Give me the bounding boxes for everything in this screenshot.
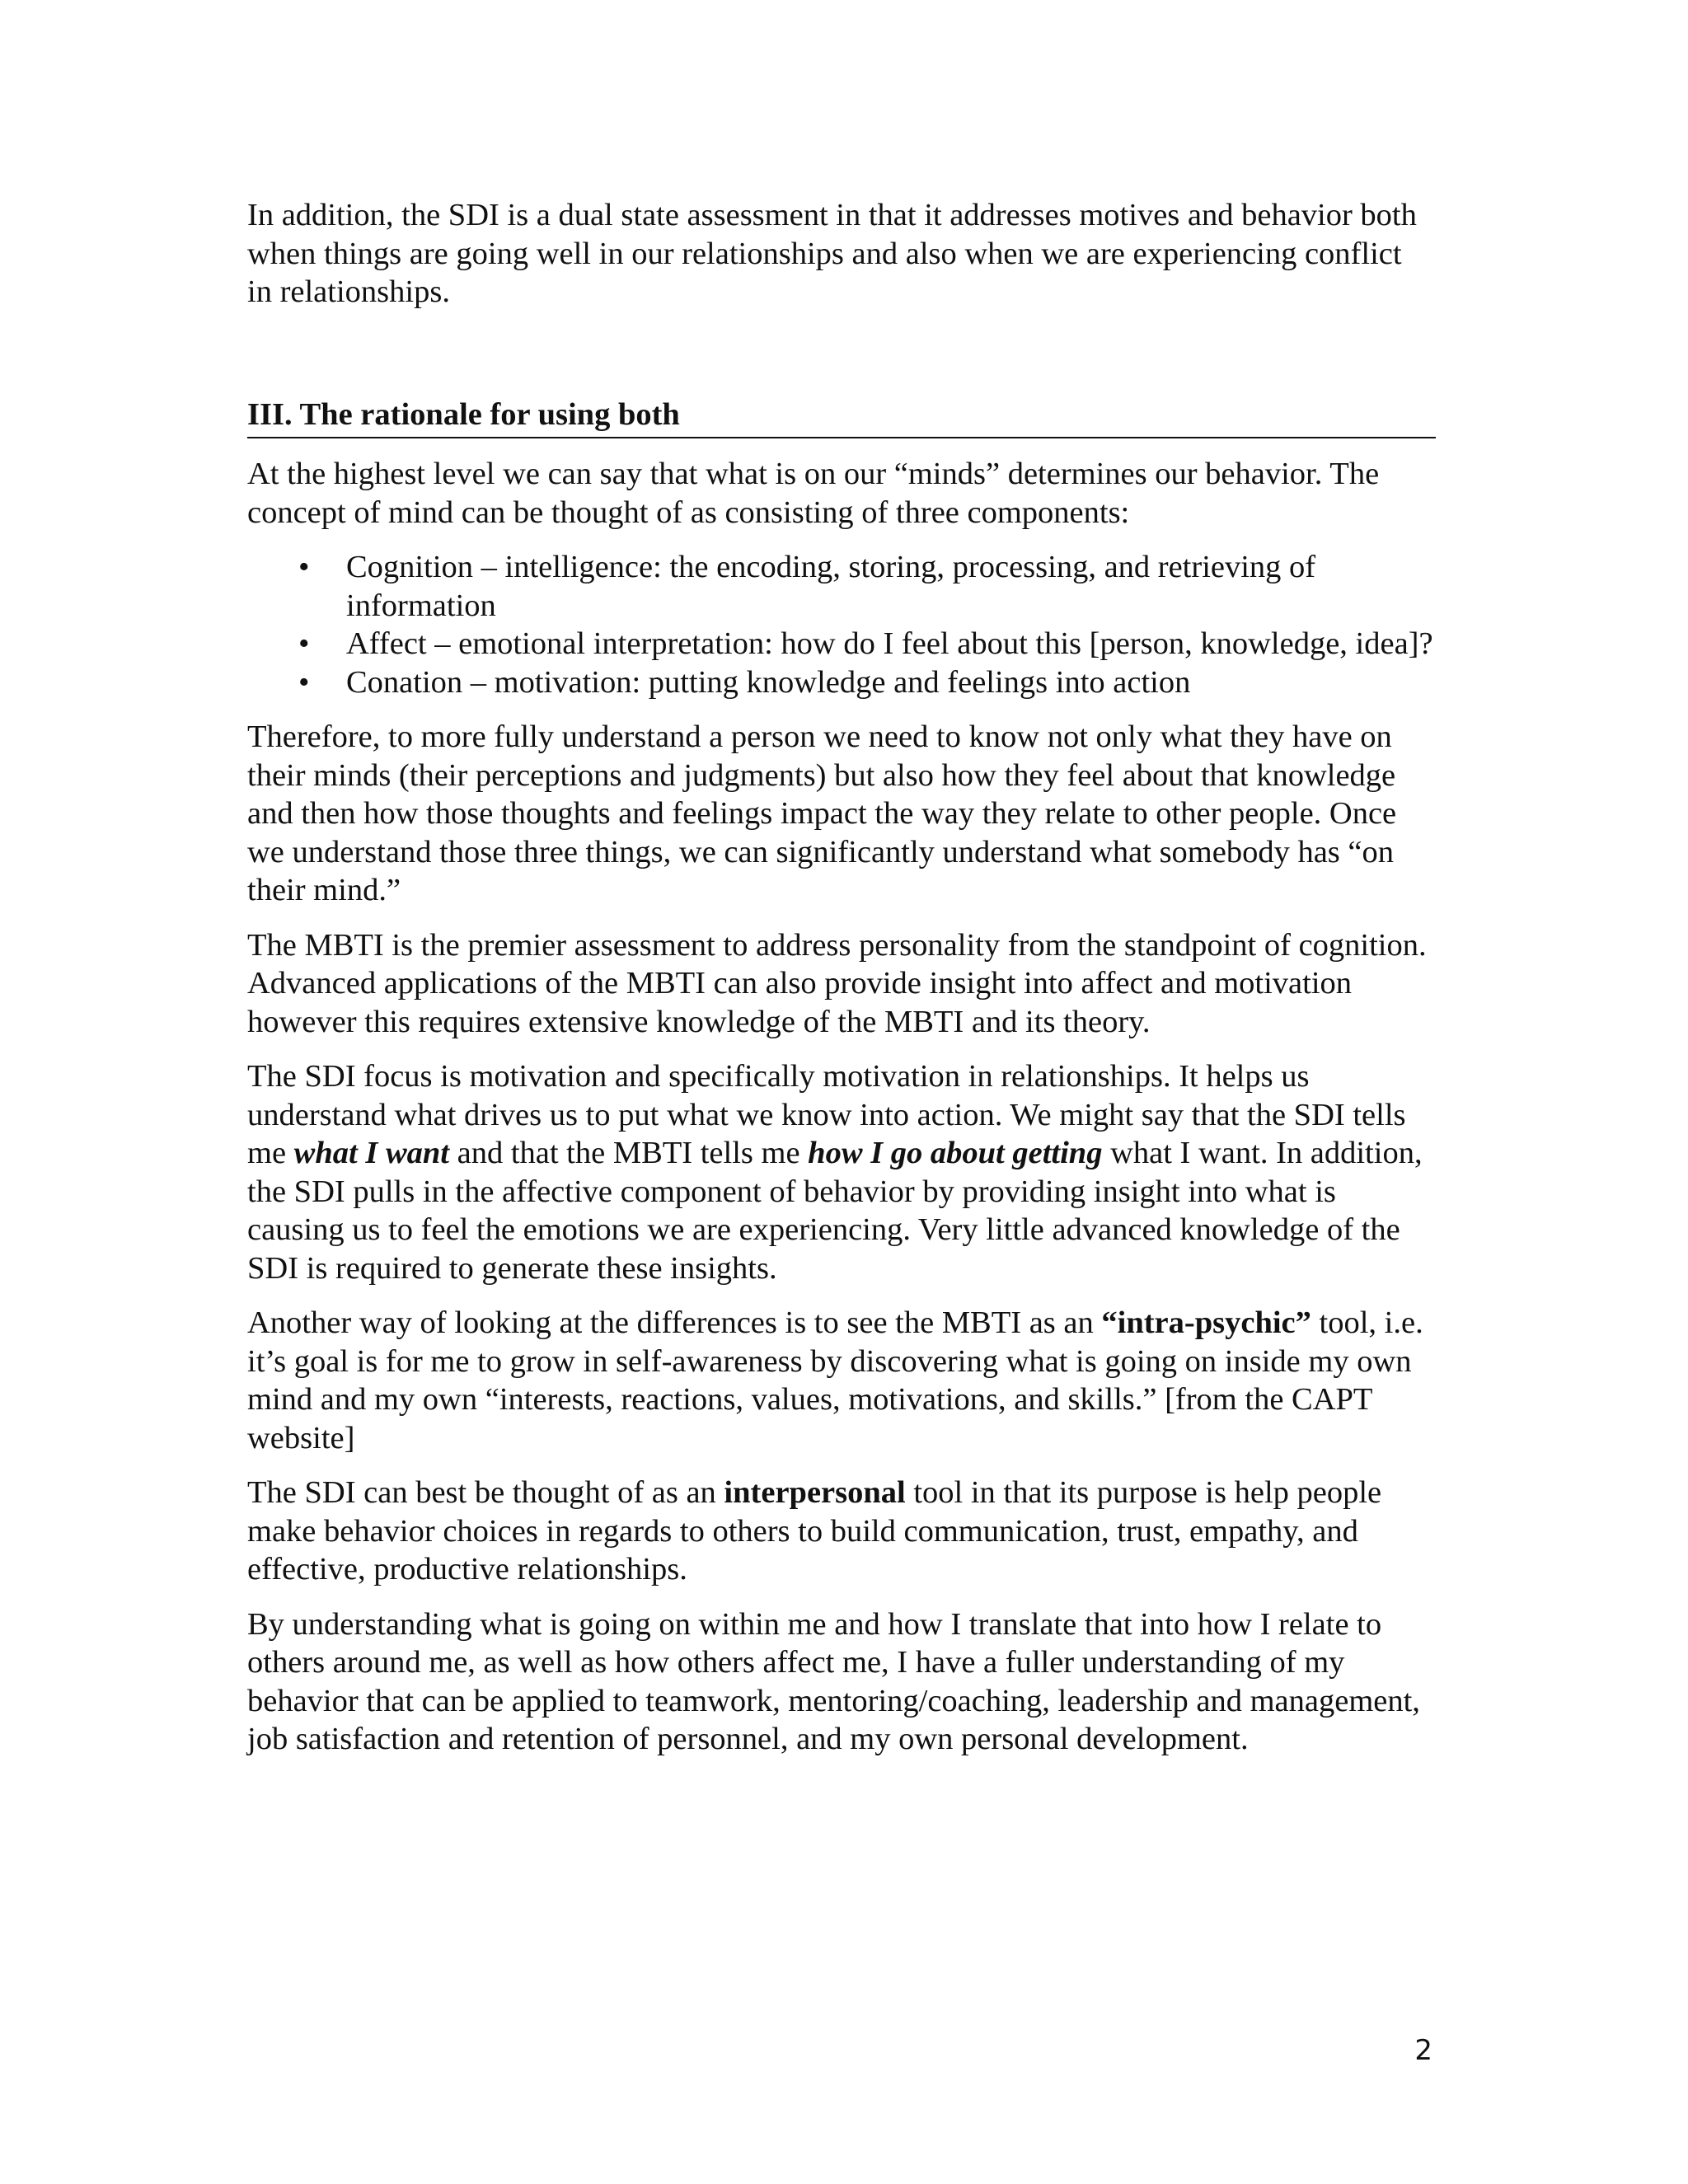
mbti-paragraph: The MBTI is the premier assessment to address personality from the standpoint of cognition. Advanced applications of the MBTI can also provide insight into affect and motivation however this requires extensive knowledge of the MBTI and its theory.	[247, 927, 1427, 1039]
list-item-text: Affect – emotional interpretation: how do I feel about this [person, knowledge, idea]?	[346, 626, 1433, 661]
bullet-icon: •	[298, 550, 310, 584]
closing-paragraph: By understanding what is going on within me and how I translate that into how I relate to others around me, as well as how others affect me, I have a fuller understanding of my behavior that can be applied to teamwork, mentoring/coaching, leadership and management, job satisfaction and retention of personnel, and my own personal development.	[247, 1606, 1420, 1756]
page-content	[247, 196, 1434, 1775]
sdi-focus-emphasis-what-i-want: what I want	[293, 1136, 449, 1170]
another-way-emphasis: “intra-psychic”	[1101, 1305, 1311, 1340]
sdi-focus-text-2: and that the MBTI tells me	[448, 1136, 809, 1170]
bullet-icon: •	[298, 664, 310, 700]
list-item-affect	[247, 625, 1434, 663]
therefore-paragraph: Therefore, to more fully understand a person we need to know not only what they have on their minds (their perceptions and judgments) but also how they feel about that knowledge and then how those thoughts and feelings impact the way they relate to other people. Once we understand those three things, we can significantly understand what somebody has “on their mind.”	[247, 719, 1397, 907]
another-way-text-1: Another way of looking at the differences is to see the MBTI as an	[247, 1305, 1102, 1340]
another-way-text-2: tool, i.e. it’s goal is for me to grow in self-awareness by discovering what is going on inside my own mind and my own “interests, reactions, values, motivations, and skills.” [from the CAPT website]	[247, 1305, 1423, 1455]
list-item-text: Conation – motivation: putting knowledge and feelings into action	[346, 664, 1191, 700]
lead-paragraph: At the highest level we can say that what is on our “minds” determines our behavior. The concept of mind can be thought of as consisting of three components:	[247, 457, 1380, 530]
bullet-icon: •	[298, 626, 310, 661]
interpersonal-text-1: The SDI can best be thought of as an	[247, 1475, 724, 1510]
page-number: 2	[1414, 2034, 1432, 2067]
sdi-focus-text-3: what I want. In addition, the SDI pulls in the affective component of behavior by providing insight into what is causing us to feel the emotions we are experiencing. Very little advanced knowledge of the SDI is required to generate these insights.	[247, 1136, 1423, 1286]
interpersonal-text-2: tool in that its purpose is help people make behavior choices in regards to others to build communication, trust, empathy, and effective, productive relationships.	[247, 1475, 1382, 1586]
interpersonal-emphasis: interpersonal	[724, 1475, 906, 1510]
list-item-text: Cognition – intelligence: the encoding, storing, processing, and retrieving of information	[346, 550, 1316, 623]
section-heading: III. The rationale for using both	[247, 396, 1436, 439]
sdi-focus-text-1: The SDI focus is motivation and specifically motivation in relationships. It helps us understand what drives us to put what we know into action. We might say that the SDI tells me	[247, 1059, 1406, 1170]
list-item-cognition	[247, 548, 1434, 625]
sdi-focus-emphasis-how-i-go: how I go about getting	[808, 1136, 1103, 1170]
list-item-conation	[247, 663, 1434, 702]
interpersonal-paragraph	[247, 1474, 1434, 1589]
sdi-focus-paragraph	[247, 1057, 1434, 1287]
components-list	[247, 548, 1434, 701]
another-way-paragraph	[247, 1304, 1434, 1457]
intro-paragraph: In addition, the SDI is a dual state assessment in that it addresses motives and behavior both when things are going well in our relationships and also when we are experiencing conflict in relationships.	[247, 198, 1417, 309]
